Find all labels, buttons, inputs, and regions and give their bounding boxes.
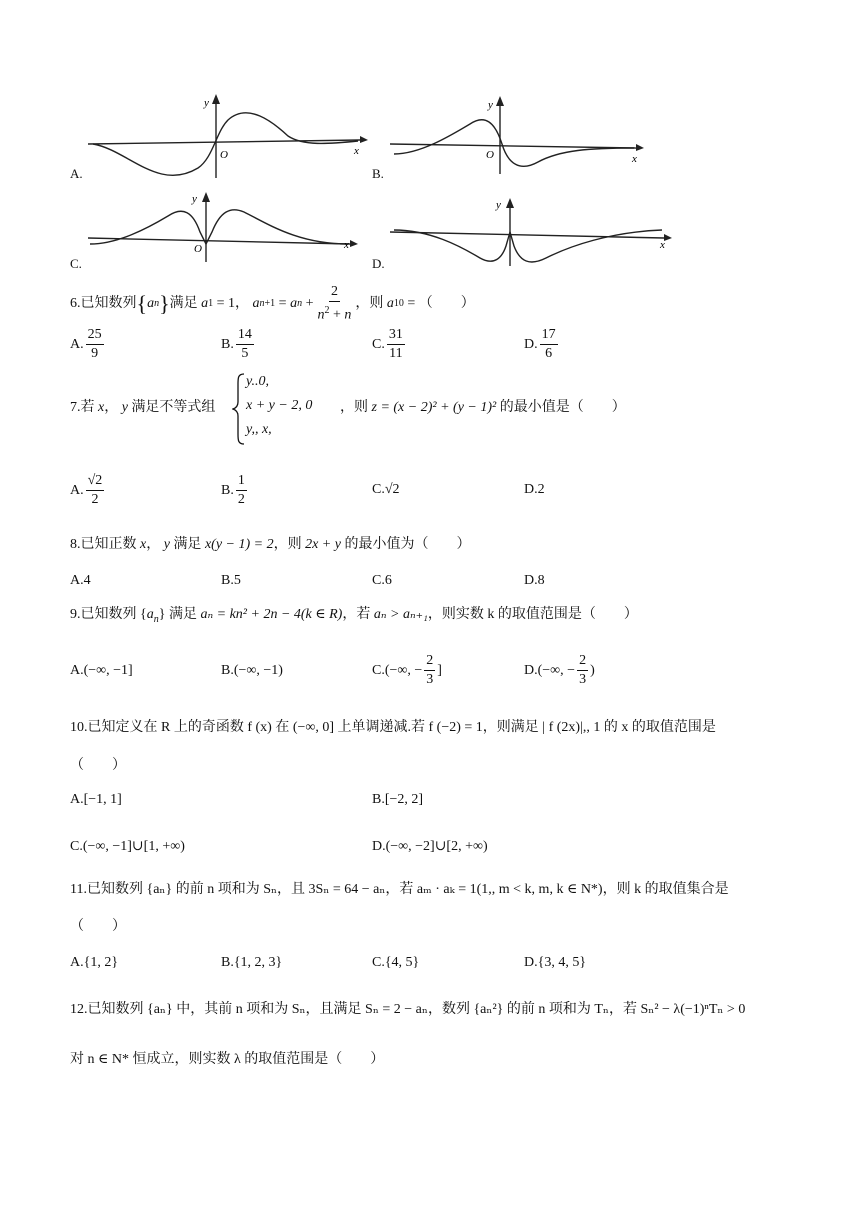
q7-option-b[interactable] [221, 472, 249, 509]
q9-cond: aₙ > aₙ₊₁ [373, 607, 428, 622]
q9-mid2: ，若 [342, 607, 371, 622]
option-label: D. [524, 336, 538, 352]
q7-tail: 的最小值是（ ） [499, 400, 626, 415]
question-10-line-1: 10.已知定义在 R 上的奇函数 f (x) 在 (−∞, 0] 上单调递减.若 f (−2) = 1，则满足 | f (2x)|,, 1 的 x 的取值范围是 [70, 720, 716, 735]
x-axis-label: x [632, 153, 637, 165]
graph-b [390, 96, 646, 176]
system-line-1: y..0, [246, 374, 269, 389]
graph-a [88, 92, 368, 180]
q8-expr1: x(y − 1) = 2 [204, 537, 274, 552]
option-label: C. [372, 336, 385, 352]
numerator: 1 [236, 472, 247, 491]
denominator: 9 [91, 346, 99, 361]
graph-b-label: B. [372, 166, 384, 181]
q9-expr: aₙ = kn² + 2n − 4(k ∈ R) [200, 607, 343, 622]
q8-option-c[interactable]: C.6 [372, 573, 392, 588]
origin-label: O [486, 149, 494, 161]
q7-option-c[interactable] [372, 482, 400, 498]
q8-option-d[interactable]: D.8 [524, 573, 545, 588]
q8-mid2: ，则 [273, 537, 302, 552]
q9-option-d[interactable] [524, 652, 595, 689]
question-6: 6.已知数列 { a n } 满足 a 1 = 1 ， a n+1 = a n + $\frac{2}{n^2 + n}$ ，则 a 10 = （ ） [70, 284, 475, 323]
option-label: A. [70, 482, 84, 498]
question-7: 7.若 x， y 满足不等式组 [70, 400, 216, 415]
denominator: 3 [426, 672, 434, 687]
origin-label: O [194, 243, 202, 255]
q10-option-c[interactable]: C.(−∞, −1]∪[1, +∞) [70, 839, 185, 854]
x-axis-label: x [344, 239, 349, 251]
interval-start: (−∞, − [384, 662, 423, 678]
graph-d [390, 196, 674, 268]
x-axis-label: x [354, 145, 359, 157]
q9-option-b[interactable]: B.(−∞, −1) [221, 663, 283, 678]
option-label: B. [221, 336, 234, 352]
graph-d-label: D. [372, 256, 385, 271]
q8-prefix: 8.已知正数 [70, 537, 137, 552]
denominator: 3 [579, 672, 587, 687]
question-12-line-2: 对 n ∈ N* 恒成立，则实数 λ 的取值范围是（ ） [70, 1052, 385, 1067]
q11-option-b[interactable]: B.{1, 2, 3} [221, 955, 283, 970]
interval-end: ] [437, 662, 442, 678]
x-axis-label: x [660, 239, 665, 251]
q6-mid2: ， [235, 295, 250, 311]
denominator: 2 [91, 492, 99, 507]
graph-a-label: A. [70, 166, 83, 181]
numerator: 14 [236, 326, 254, 345]
q10-option-a[interactable]: A.[−1, 1] [70, 792, 122, 807]
denominator: 5 [241, 346, 249, 361]
denominator: 2 [237, 492, 245, 507]
q6-prefix: 6.已知数列 [70, 295, 137, 311]
q7-option-a[interactable] [70, 472, 106, 509]
q9-option-a[interactable]: A.(−∞, −1] [70, 663, 133, 678]
y-axis-label: y [192, 193, 197, 205]
q9-tail: ，则实数 k 的取值范围是（ ） [427, 607, 638, 622]
graph-c [88, 188, 360, 264]
option-label: C. [372, 662, 385, 678]
interval-end: ) [590, 662, 595, 678]
graph-c-label: C. [70, 256, 82, 271]
q7-mid: 满足不等式组 [131, 400, 216, 415]
y-axis-label: y [496, 199, 501, 211]
numerator: 2 [577, 652, 588, 671]
option-label: B. [221, 482, 234, 498]
question-11-line-1: 11.已知数列 {aₙ} 的前 n 项和为 Sₙ，且 3Sₙ = 64 − aₙ，若 aₘ · aₖ = 1(1,, m < k, m, k ∈ N*)，则 k 的取值集合是 [70, 882, 729, 897]
numerator: 25 [86, 326, 104, 345]
q11-option-d[interactable]: D.{3, 4, 5} [524, 955, 587, 970]
denominator: 11 [389, 346, 403, 361]
y-axis-label: y [488, 99, 493, 111]
option-value: √2 [384, 482, 400, 497]
question-11-line-2: （ ） [70, 919, 126, 934]
origin-label: O [220, 149, 228, 161]
question-9: 9.已知数列 $\{a_n\}$ 满足 aₙ = kn² + 2n − 4(k ∈ R)，若 aₙ > aₙ₊₁，则实数 k 的取值范围是（ ） [70, 607, 638, 625]
q9-option-c[interactable] [372, 652, 442, 689]
q8-option-a[interactable]: A.4 [70, 573, 91, 588]
system-line-2: x + y − 2, 0 [246, 398, 313, 413]
q7-prefix: 7.若 [70, 400, 95, 415]
q8-mid: 满足 [173, 537, 202, 552]
numerator: 2 [424, 652, 435, 671]
q6-tail: （ ） [418, 295, 475, 311]
brace-icon [232, 372, 246, 446]
question-8: 8.已知正数 x， y 满足 x(y − 1) = 2，则 2x + y 的最小值为（ ） [70, 537, 471, 552]
system-line-3: y,, x, [246, 422, 272, 437]
q7-option-d[interactable] [524, 482, 545, 498]
q9-mid: 满足 [168, 607, 197, 622]
q6-suffix: ，则 [355, 295, 384, 311]
q9-prefix: 9.已知数列 [70, 607, 137, 622]
interval-start: (−∞, − [537, 662, 576, 678]
q10-option-b[interactable]: B.[−2, 2] [372, 792, 424, 807]
q6-option-c[interactable] [372, 326, 407, 363]
option-label: A. [70, 336, 84, 352]
numerator: 31 [387, 326, 405, 345]
q11-option-a[interactable]: A.{1, 2} [70, 955, 119, 970]
q6-mid1: 满足 [169, 295, 198, 311]
y-axis-label: y [204, 97, 209, 109]
denominator: 6 [545, 346, 553, 361]
inequality-system [232, 372, 342, 446]
question-10-line-2: （ ） [70, 758, 126, 773]
numerator: √2 [86, 472, 105, 491]
q10-option-d[interactable]: D.(−∞, −2]∪[2, +∞) [372, 839, 488, 854]
numerator: 17 [540, 326, 558, 345]
option-label: D. [524, 662, 538, 678]
q8-expr2: 2x + y [305, 537, 341, 552]
question-12-line-1: 12.已知数列 {aₙ} 中，其前 n 项和为 Sₙ，且满足 Sₙ = 2 − aₙ，数列 {aₙ²} 的前 n 项和为 Tₙ，若 Sₙ² − λ(−1)ⁿTₙ > 0 [70, 1002, 746, 1017]
option-label: C. [372, 482, 385, 497]
q7-expr: z = (x − 2)² + (y − 1)² [371, 400, 497, 415]
q6-option-b[interactable] [221, 326, 256, 363]
q8-option-b[interactable]: B.5 [221, 573, 241, 588]
option-label: D.2 [524, 482, 545, 497]
q11-option-c[interactable]: C.{4, 5} [372, 955, 420, 970]
q8-tail: 的最小值为（ ） [344, 537, 471, 552]
q6-option-d[interactable] [524, 326, 560, 363]
question-7-tail [340, 398, 626, 418]
q7-suffix: ，则 [340, 400, 368, 415]
q6-option-a[interactable] [70, 326, 106, 363]
